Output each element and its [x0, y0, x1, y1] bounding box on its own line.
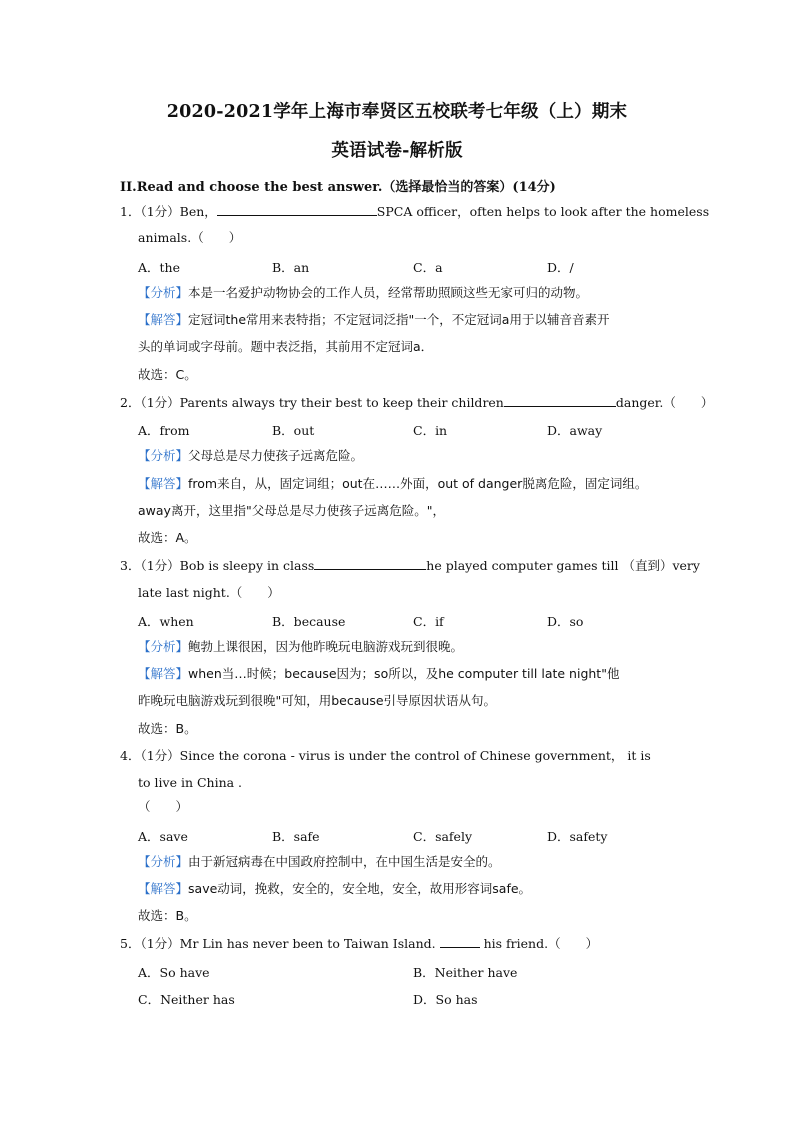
option-b: B．an — [272, 260, 310, 275]
answer-text: 【解答】when当…时候；because因为；so所以，及he computer till late night"他 — [138, 666, 620, 681]
option-b: B．out — [272, 423, 315, 438]
answer-blank — [217, 203, 377, 216]
page-title: 2020-2021学年上海市奉贤区五校联考七年级（上）期末 — [166, 102, 628, 122]
answer-text-cont: 昨晚玩电脑游戏玩到很晚"可知，用because引导原因状语从句。 — [138, 693, 497, 708]
question-4-stem-cont: to live in China . — [138, 775, 243, 790]
option-d: D．so — [547, 614, 584, 629]
question-4-stem: 4．（1分）Since the corona - virus is under the control of Chinese government， it is — [120, 748, 651, 763]
option-b: B．Neither have — [413, 965, 518, 980]
answer-blank — [314, 557, 426, 570]
analysis-text: 【分析】由于新冠病毒在中国政府控制中，在中国生活是安全的。 — [138, 854, 501, 869]
answer-text: 【解答】from来自，从，固定词组；out在……外面，out of danger脱离危险，固定词组。 — [138, 476, 648, 491]
question-2-stem: 2．（1分）Parents always try their best to keep their children danger.（ ） — [120, 395, 714, 410]
section-heading: II.Read and choose the best answer.（选择最恰当的答案）(14分) — [120, 180, 556, 195]
option-c: C．if — [413, 614, 444, 629]
answer-choice: 故选：A。 — [138, 530, 197, 545]
option-b: B．because — [272, 614, 346, 629]
question-1-stem-cont: animals.（ ） — [138, 230, 242, 245]
question-1-stem: 1．（1分）Ben， SPCA officer，often helps to look after the homeless — [120, 204, 710, 219]
answer-blank — [504, 394, 616, 407]
answer-text: 【解答】save动词，挽救，安全的，安全地，安全，故用形容词safe。 — [138, 881, 532, 896]
answer-blank — [440, 935, 480, 948]
analysis-text: 【分析】父母总是尽力使孩子远离危险。 — [138, 448, 364, 463]
option-a: A．the — [138, 260, 180, 275]
page-subtitle: 英语试卷-解析版 — [331, 141, 463, 161]
option-b: B．safe — [272, 829, 320, 844]
option-a: A．from — [138, 423, 190, 438]
answer-choice: 故选：C。 — [138, 367, 197, 382]
option-a: A．save — [138, 829, 188, 844]
answer-tag: 【解答】 — [138, 312, 189, 327]
question-3-stem: 3．（1分）Bob is sleepy in class he played computer games till （直到）very — [120, 558, 700, 573]
option-d: D．away — [547, 423, 603, 438]
option-a: A．when — [138, 614, 194, 629]
option-a: A．So have — [138, 965, 210, 980]
option-c: C．in — [413, 423, 448, 438]
question-5-stem: 5．（1分）Mr Lin has never been to Taiwan Island. his friend.（ ） — [120, 936, 599, 951]
option-c: C．a — [413, 260, 443, 275]
answer-text-cont: away离开，这里指"父母总是尽力使孩子远离危险。"， — [138, 503, 445, 518]
answer-text: 【解答】定冠词the常用来表特指；不定冠词泛指"一个，不定冠词a用于以辅音音素开 — [138, 312, 610, 327]
answer-text-cont: 头的单词或字母前。题中表泛指，其前用不定冠词a． — [138, 339, 434, 354]
question-4-bracket: （ ） — [138, 799, 189, 814]
analysis-tag: 【分析】 — [138, 285, 189, 300]
option-c: C．Neither has — [138, 992, 235, 1007]
analysis-text: 【分析】鲍勃上课很困，因为他昨晚玩电脑游戏玩到很晚。 — [138, 639, 464, 654]
analysis-text: 【分析】本是一名爱护动物协会的工作人员，经常帮助照顾这些无家可归的动物。 — [138, 285, 589, 300]
option-d: D．safety — [547, 829, 608, 844]
question-3-stem-cont: late last night.（ ） — [138, 585, 280, 600]
option-d: D．/ — [547, 260, 574, 275]
option-c: C．safely — [413, 829, 473, 844]
answer-choice: 故选：B。 — [138, 908, 197, 923]
answer-choice: 故选：B。 — [138, 721, 197, 736]
option-d: D．So has — [413, 992, 478, 1007]
